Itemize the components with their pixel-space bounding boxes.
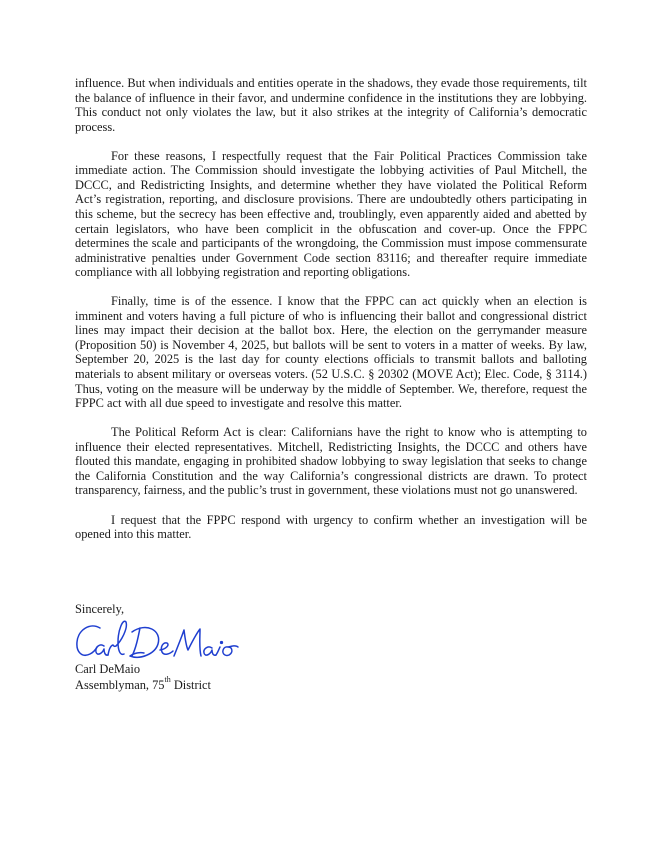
signer-title-prefix: Assemblyman, 75: [75, 677, 165, 692]
signer-title-ordinal: th: [164, 675, 171, 685]
signer-title: [75, 675, 211, 694]
letter-body: [75, 76, 587, 556]
paragraph-3: Finally, time is of the essence. I know that the FPPC can act quickly when an election is imminent and voters having a full picture of who is influencing their ballot and congressional district lines may impact their decision at the ballot box. Here, the election on the gerrymander measure (Proposition 50) is November 4, 2025, but ballots will be sent to voters in a matter of weeks. By law, September 20, 2025 is the last day for county elections officials to transmit ballots and balloting materials to absent military or overseas voters. (52 U.S.C. § 20302 (MOVE Act); Elec. Code, § 3114.) Thus, voting on the measure will be underway by the middle of September. We, therefore, request the FPPC act with all due speed to investigate and resolve this matter.: [75, 294, 587, 411]
signer-name: Carl DeMaio: [75, 662, 141, 676]
paragraph-2: For these reasons, I respectfully request that the Fair Political Practices Commission take immediate action. The Commission should investigate the lobbying activities of Paul Mitchell, the DCCC, and Redistricting Insights, and determine whether they have violated the Political Reform Act’s registration, reporting, and disclosure provisions. There are undoubtedly others participating in this scheme, but the secrecy has been effective and, troublingly, even apparently aided and abetted by certain legislators, who have been complicit in the obfuscation and cover-up. Once the FPPC determines the scale and participants of the wrongdoing, the Commission must impose commensurate administrative penalties under Government Code section 83116; and thereafter require immediate compliance with all lobbying registration and reporting obligations.: [75, 148, 587, 280]
signer-block: [75, 662, 211, 693]
paragraph-1: influence. But when individuals and entities operate in the shadows, they evade those requirements, tilt the balance of influence in their favor, and undermine confidence in the institutions they are lobbying. This conduct not only violates the law, but it also strikes at the integrity of California’s democratic process.: [75, 76, 587, 134]
closing-salutation: Sincerely,: [75, 602, 125, 616]
paragraph-5: I request that the FPPC respond with urgency to confirm whether an investigation will be opened into this matter.: [75, 512, 587, 542]
signer-title-suffix: District: [170, 677, 211, 692]
paragraph-4: The Political Reform Act is clear: Californians have the right to know who is attempting to influence their elected representatives. Mitchell, Redistricting Insights, the DCCC and others have flouted this mandate, engaging in prohibited shadow lobbying to sway legislation that seeks to change the California Constitution and the way California’s congressional districts are drawn. To protect transparency, fairness, and the public’s trust in government, these violations must not go unanswered.: [75, 425, 587, 498]
